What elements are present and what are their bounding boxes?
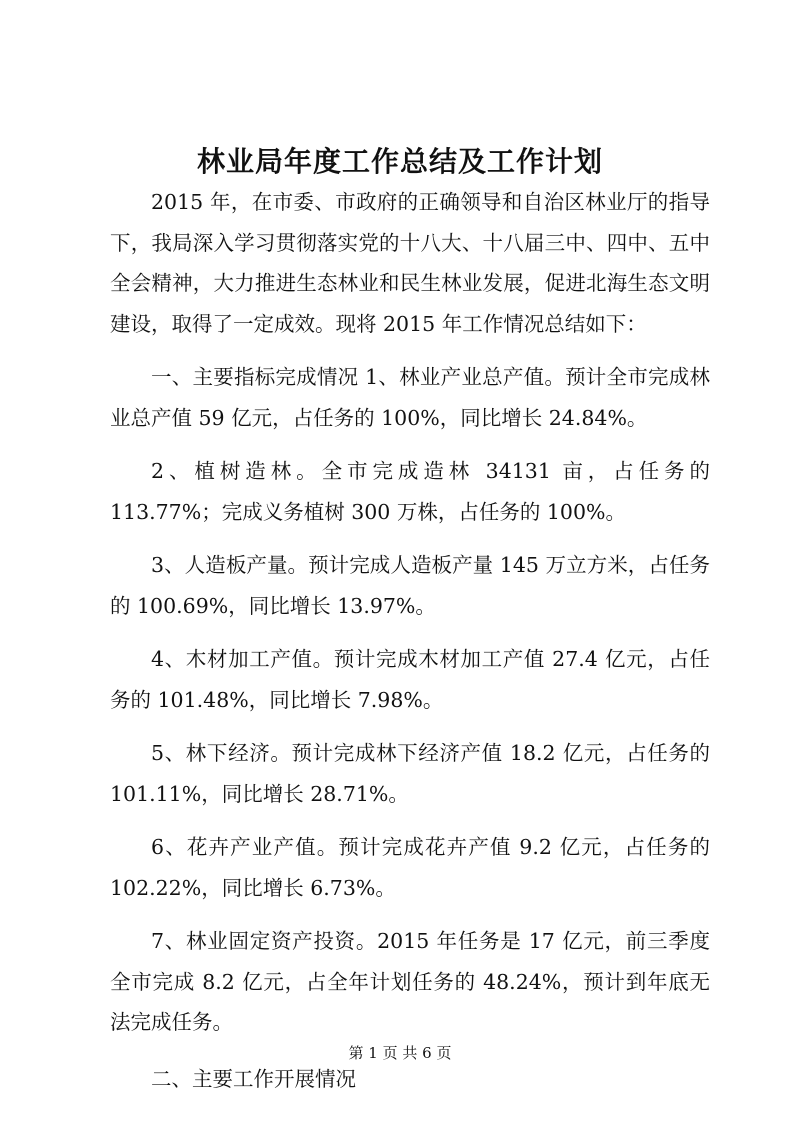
paragraph-indicator-4: 4、木材加工产值。预计完成木材加工产值 27.4 亿元，占任务的 101.48%，同比增长 7.98%。 bbox=[110, 647, 710, 712]
paragraph-indicator-7: 7、林业固定资产投资。2015 年任务是 17 亿元，前三季度全市完成 8.2 亿元，占全年计划任务的 48.24%，预计到年底无法完成任务。 bbox=[110, 929, 710, 1034]
paragraph-indicator-1: 一、主要指标完成情况 1、林业产业总产值。预计全市完成林业总产值 59 亿元，占任务的 100%，同比增长 24.84%。 bbox=[110, 365, 710, 430]
paragraph-indicator-5: 5、林下经济。预计完成林下经济产值 18.2 亿元，占任务的 101.11%，同比增长 28.71%。 bbox=[110, 741, 710, 806]
paragraph-intro: 2015 年，在市委、市政府的正确领导和自治区林业厅的指导下，我局深入学习贯彻落实党的十八大、十八届三中、四中、五中全会精神，大力推进生态林业和民生林业发展，促进北海生态文明建设，取得了一定成效。现将 2015 年工作情况总结如下： bbox=[110, 190, 710, 336]
paragraph-indicator-2: 2、植树造林。全市完成造林 34131 亩，占任务的 113.77%；完成义务植树 300 万株，占任务的 100%。 bbox=[110, 459, 710, 524]
paragraph-indicator-3: 3、人造板产量。预计完成人造板产量 145 万立方米，占任务的 100.69%，同比增长 13.97%。 bbox=[110, 553, 710, 618]
document-title: 林业局年度工作总结及工作计划 bbox=[196, 145, 603, 178]
document-body bbox=[110, 182, 710, 1112]
section-heading-work: 二、主要工作开展情况 bbox=[151, 1066, 356, 1091]
page-number-footer: 第 1 页 共 6 页 bbox=[348, 1044, 452, 1062]
paragraph-indicator-6: 6、花卉产业产值。预计完成花卉产值 9.2 亿元，占任务的 102.22%，同比增长 6.73%。 bbox=[110, 835, 710, 900]
